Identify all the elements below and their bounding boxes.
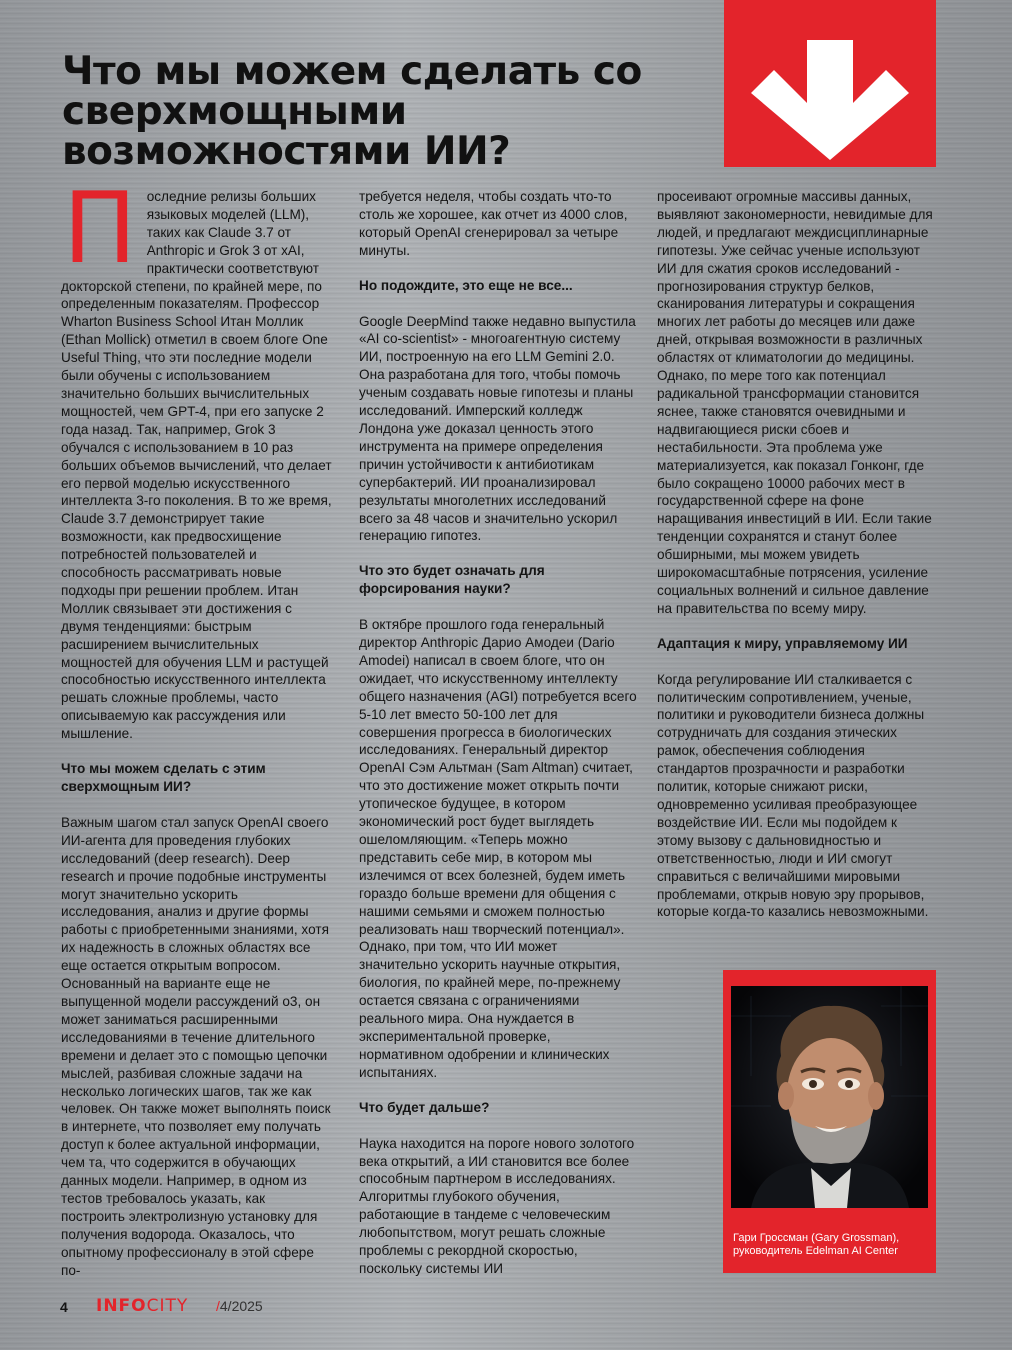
down-arrow-icon — [724, 0, 936, 167]
paragraph: Важным шагом стал запуск OpenAI своего ИИ-агента для проведения глубоких исследований (deep research). Deep research и прочие подобные инструменты могут значительно ускорить исследования, анализ и другие формы работы с приобретенными знаниями, хотя их надежность в сложных областях все еще остается открытым вопросом. Основанный на варианте еще не выпущенной модели рассуждений o3, он может заниматься расширенными исследованиями в течение длительного времени и делает это с помощью цепочки мыслей, разбивая сложные задачи на несколько логических шагов, так же как человек. Он также может выполнять поиск в интернете, что позволяет ему получать доступ к более актуальной информации, чем та, что содержится в обучающих данных модели. Например, в одном из тестов требовалось указать, как построить электролизную установку для получения водорода. Оказалось, что опытному профессионалу в этой сфере по- — [61, 814, 331, 1278]
section-heading: Но подождите, это еще не все... — [359, 277, 573, 293]
photo-frame — [723, 970, 936, 1273]
paragraph: Google DeepMind также недавно выпустила «AI co-scientist» - многоагентную систему ИИ, построенную на его LLM Gemini 2.0. Она разработана для того, чтобы помочь ученым создавать новые гипотезы и планы исследований. Имперский колледж Лондона уже доказал ценность этого инструмента на примере определения причин устойчивости к антибиотикам супербактерий. ИИ проанализировал результаты многолетних исследований всего за 48 часов и значительно ускорил генерацию гипотез. — [359, 313, 636, 544]
issue-number: /4/2025 — [216, 1298, 263, 1314]
article-column-3 — [657, 188, 935, 921]
section-heading: Что это будет означать для форсирования науки? — [359, 563, 545, 597]
article-column-1 — [61, 172, 332, 1279]
section-marker — [724, 0, 936, 167]
magazine-logo — [96, 1296, 188, 1316]
logo-info: INFO — [96, 1296, 147, 1316]
article-column-2 — [359, 188, 637, 1278]
portrait-photo — [731, 986, 928, 1208]
paragraph: Наука находится на пороге нового золотого века открытий, а ИИ становится все более способным партнером в исследованиях. Алгоритмы глубокого обучения, работающие в тандеме с человеческим любопытством, могут решать сложные проблемы с рекордной скоростью, поскольку системы ИИ — [359, 1135, 635, 1276]
section-heading: Что будет дальше? — [359, 1099, 490, 1115]
lead-paragraph — [61, 172, 332, 743]
article-title: Что мы можем сделать со сверхмощными возможностями ИИ? — [62, 49, 642, 174]
paragraph: Когда регулирование ИИ сталкивается с политическим сопротивлением, ученые, политики и руководители бизнеса должны сотрудничать для создания этических рамок, обеспечения соблюдения стандартов прозрачности и разработки политик, которые снижают риски, одновременно усиливая преобразующее воздействие ИИ. Если мы подойдем к этому вызову с дальновидностью и ответственностью, люди и ИИ смогут справиться с величайшими мировыми проблемами, открыв новую эру прорывов, которые когда-то казались невозможными. — [657, 671, 929, 920]
paragraph: требуется неделя, чтобы создать что-то столь же хорошее, как отчет из 4000 слов, который OpenAI сгенерировал за четыре минуты. — [359, 189, 628, 258]
lead-text: оследние релизы больших языковых моделей (LLM), таких как Claude 3.7 от Anthropic и Grok 3 от xAI, практически соответствуют докторской степени, по крайней мере, по определенным показателям. Профессор Wharton Business School Итан Моллик (Ethan Mollick) отметил в своем блоге One Useful Thing, что эти последние модели были обучены с использованием значительно больших вычислительных мощностей, чем GPT-4, при его запуске 2 года назад. Так, например, Grok 3 обучался с использованием в 10 раз больших объемов вычислений, что делает его первой моделью искусственного интеллекта 3-го поколения. В то же время, Claude 3.7 демонстрирует такие возможности, как предвосхищение потребностей пользователей и способность рассматривать новые подходы при решении проблем. Итан Моллик связывает эти достижения с двумя тенденциями: быстрым расширением вычислительных мощностей для обучения LLM и растущей способностью искусственного интеллекта решать сложные проблемы, часто описываемую как рассуждения или мышление. — [61, 189, 332, 742]
paragraph: просеивают огромные массивы данных, выявляют закономерности, невидимые для людей, и предлагают междисциплинарные гипотезы. Уже сейчас ученые используют ИИ для сжатия сроков исследований - прогнозирования структур белков, сканирования литературы и сокращения многих лет работы до месяцев или даже дней, открывая возможности в различных областях от климатологии до медицины. Однако, по мере того как потенциал радикальной трансформации становится яснее, также становятся очевидными и надвигающиеся риски сбоев и нестабильности. Эта проблема уже материализуется, как показал Гонконг, где было сокращено 10000 рабочих мест в государственной сфере на фоне наращивания инвестиций в ИИ. Если такие тенденции сохранятся и станут более обширными, мы можем увидеть широкомасштабные потрясения, усиление социальных волнений и сильное давление на правительства по всему миру. — [657, 189, 933, 616]
paragraph: В октябре прошлого года генеральный директор Anthropic Дарио Амодеи (Dario Amodei) написал в своем блоге, что он ожидает, что искусственному интеллекту общего назначения (AGI) потребуется всего 5-10 лет вместо 50-100 лет для совершения прогресса в биологических исследованиях. Генеральный директор OpenAI Сэм Альтман (Sam Altman) считает, что это достижение может открыть почти утопическое будущее, в котором экономический рост будет выглядеть ошеломляющим. «Теперь можно представить себе мир, в котором мы излечимся от всех болезней, будем иметь гораздо больше времени для общения с нашими семьями и сможем полностью реализовать наш творческий потенциал». Однако, при том, что ИИ может значительно ускорить научные открытия, биология, по крайней мере, по-прежнему остается связана с ограничениями реального мира. Она нуждается в экспериментальной проверке, нормативном одобрении и клинических испытаниях. — [359, 617, 637, 1080]
page-number: 4 — [60, 1299, 68, 1315]
section-heading: Что мы можем сделать с этим сверхмощным ИИ? — [61, 761, 266, 794]
photo-caption: Гари Гроссман (Gary Grossman), руководитель Edelman AI Center — [733, 1232, 900, 1257]
portrait-illustration — [731, 986, 928, 1208]
section-heading: Адаптация к миру, управляемому ИИ — [657, 635, 908, 651]
drop-cap: П — [63, 172, 137, 286]
logo-city: CITY — [146, 1296, 189, 1316]
